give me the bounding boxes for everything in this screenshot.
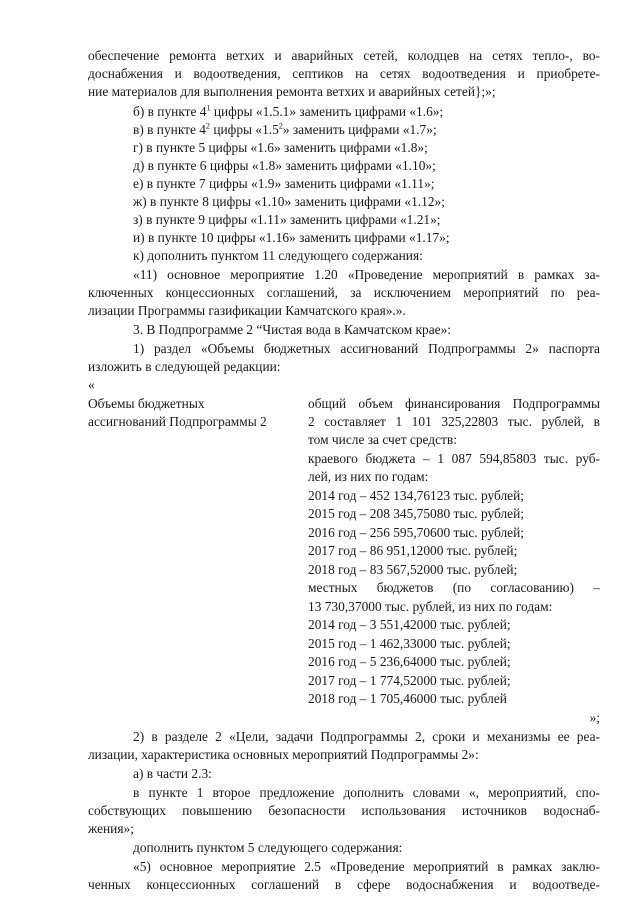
list-item: д) в пункте 6 цифры «1.8» заменить цифрами «1.10»; <box>133 158 436 173</box>
table-right-line: 2015 год – 208 345,75080 тыс. рублей; <box>308 506 525 521</box>
table-right-line: местных бюджетов (по согласованию) – <box>308 580 600 595</box>
list-item: г) в пункте 5 цифры «1.6» заменить цифрами «1.8»; <box>133 140 428 155</box>
text-line: доснабжения и водоотведения, септиков на сетях водоотведения и приобрете- <box>88 66 600 81</box>
text-line: дополнить пунктом 5 следующего содержания: <box>133 840 403 855</box>
table-right-line: 2014 год – 452 134,76123 тыс. рублей; <box>308 488 525 503</box>
text-line: «5) основное мероприятие 2.5 «Проведение мероприятий в рамках заклю- <box>133 859 600 874</box>
table-right-line: 2014 год – 3 551,42000 тыс. рублей; <box>308 617 511 632</box>
table-right-line: 13 730,37000 тыс. рублей, из них по годам: <box>308 599 553 614</box>
list-item: з) в пункте 9 цифры «1.11» заменить цифрами «1.21»; <box>133 212 441 227</box>
table-right-line: 2017 год – 1 774,52000 тыс. рублей; <box>308 673 511 688</box>
text-line: изложить в следующей редакции: <box>88 359 281 374</box>
text-line: а) в части 2.3: <box>133 766 212 781</box>
text-line: лизации Программы газификации Камчатского края».». <box>88 303 406 318</box>
text-line: 1) раздел «Объемы бюджетных ассигнований Подпрограммы 2» паспорта <box>133 341 600 356</box>
text-line: ние материалов для выполнения ремонта ветхих и аварийных сетей};»; <box>88 84 496 99</box>
close-quote: »; <box>589 710 600 725</box>
table-right-line: 2 составляет 1 101 325,22803 тыс. рублей, в <box>308 414 600 429</box>
list-item: е) в пункте 7 цифры «1.9» заменить цифрами «1.11»; <box>133 176 435 191</box>
table-right-line: общий объем финансирования Подпрограммы <box>308 396 600 411</box>
text-line: собствующих повышению безопасности использования источников водоснаб- <box>88 803 600 818</box>
table-right-line: краевого бюджета – 1 087 594,85803 тыс. руб- <box>308 451 600 466</box>
text-line: ключенных концессионных соглашений, за исключением мероприятий по реа- <box>88 285 600 300</box>
text-line: 2) в разделе 2 «Цели, задачи Подпрограммы 2, сроки и механизмы ее реа- <box>133 729 600 744</box>
open-quote: « <box>88 377 95 392</box>
text-line: жения»; <box>88 821 134 836</box>
table-right-line: 2018 год – 83 567,52000 тыс. рублей; <box>308 562 518 577</box>
table-right-line: том числе за счет средств: <box>308 432 457 447</box>
table-right-line: 2016 год – 5 236,64000 тыс. рублей; <box>308 654 511 669</box>
list-item: ж) в пункте 8 цифры «1.10» заменить цифрами «1.12»; <box>133 194 445 209</box>
list-item: и) в пункте 10 цифры «1.16» заменить цифрами «1.17»; <box>133 230 450 245</box>
section-heading: 3. В Подпрограмме 2 “Чистая вода в Камчатском крае»: <box>133 322 452 337</box>
text-line: «11) основное мероприятие 1.20 «Проведение мероприятий в рамках за- <box>133 267 600 282</box>
list-item: б) в пункте $4^1$ цифры «1.5.1» заменить цифрами «1.6»; <box>133 103 444 119</box>
table-left-cell: Объемы бюджетных <box>88 396 205 411</box>
table-right-line: 2015 год – 1 462,33000 тыс. рублей; <box>308 636 511 651</box>
table-right-line: 2018 год – 1 705,46000 тыс. рублей <box>308 691 507 706</box>
table-right-line: 2017 год – 86 951,12000 тыс. рублей; <box>308 543 518 558</box>
text-line: обеспечение ремонта ветхих и аварийных сетей, колодцев на сетях тепло-, во- <box>88 48 600 63</box>
table-left-cell: ассигнований Подпрограммы 2 <box>88 414 267 429</box>
table-right-line: лей, из них по годам: <box>308 469 429 484</box>
list-item: к) дополнить пунктом 11 следующего содержания: <box>133 248 423 263</box>
table-right-line: 2016 год – 256 595,70600 тыс. рублей; <box>308 525 525 540</box>
text-line: лизации, характеристика основных мероприятий Подпрограммы 2»: <box>88 747 479 762</box>
text-line: ченных концессионных соглашений в сфере водоснабжения и водоотведе- <box>88 877 600 892</box>
list-item: в) в пункте $4^2$ цифры «$1.5^2$» заменить цифрами «1.7»; <box>133 121 437 137</box>
text-line: в пункте 1 второе предложение дополнить словами «, мероприятий, спо- <box>133 785 600 800</box>
